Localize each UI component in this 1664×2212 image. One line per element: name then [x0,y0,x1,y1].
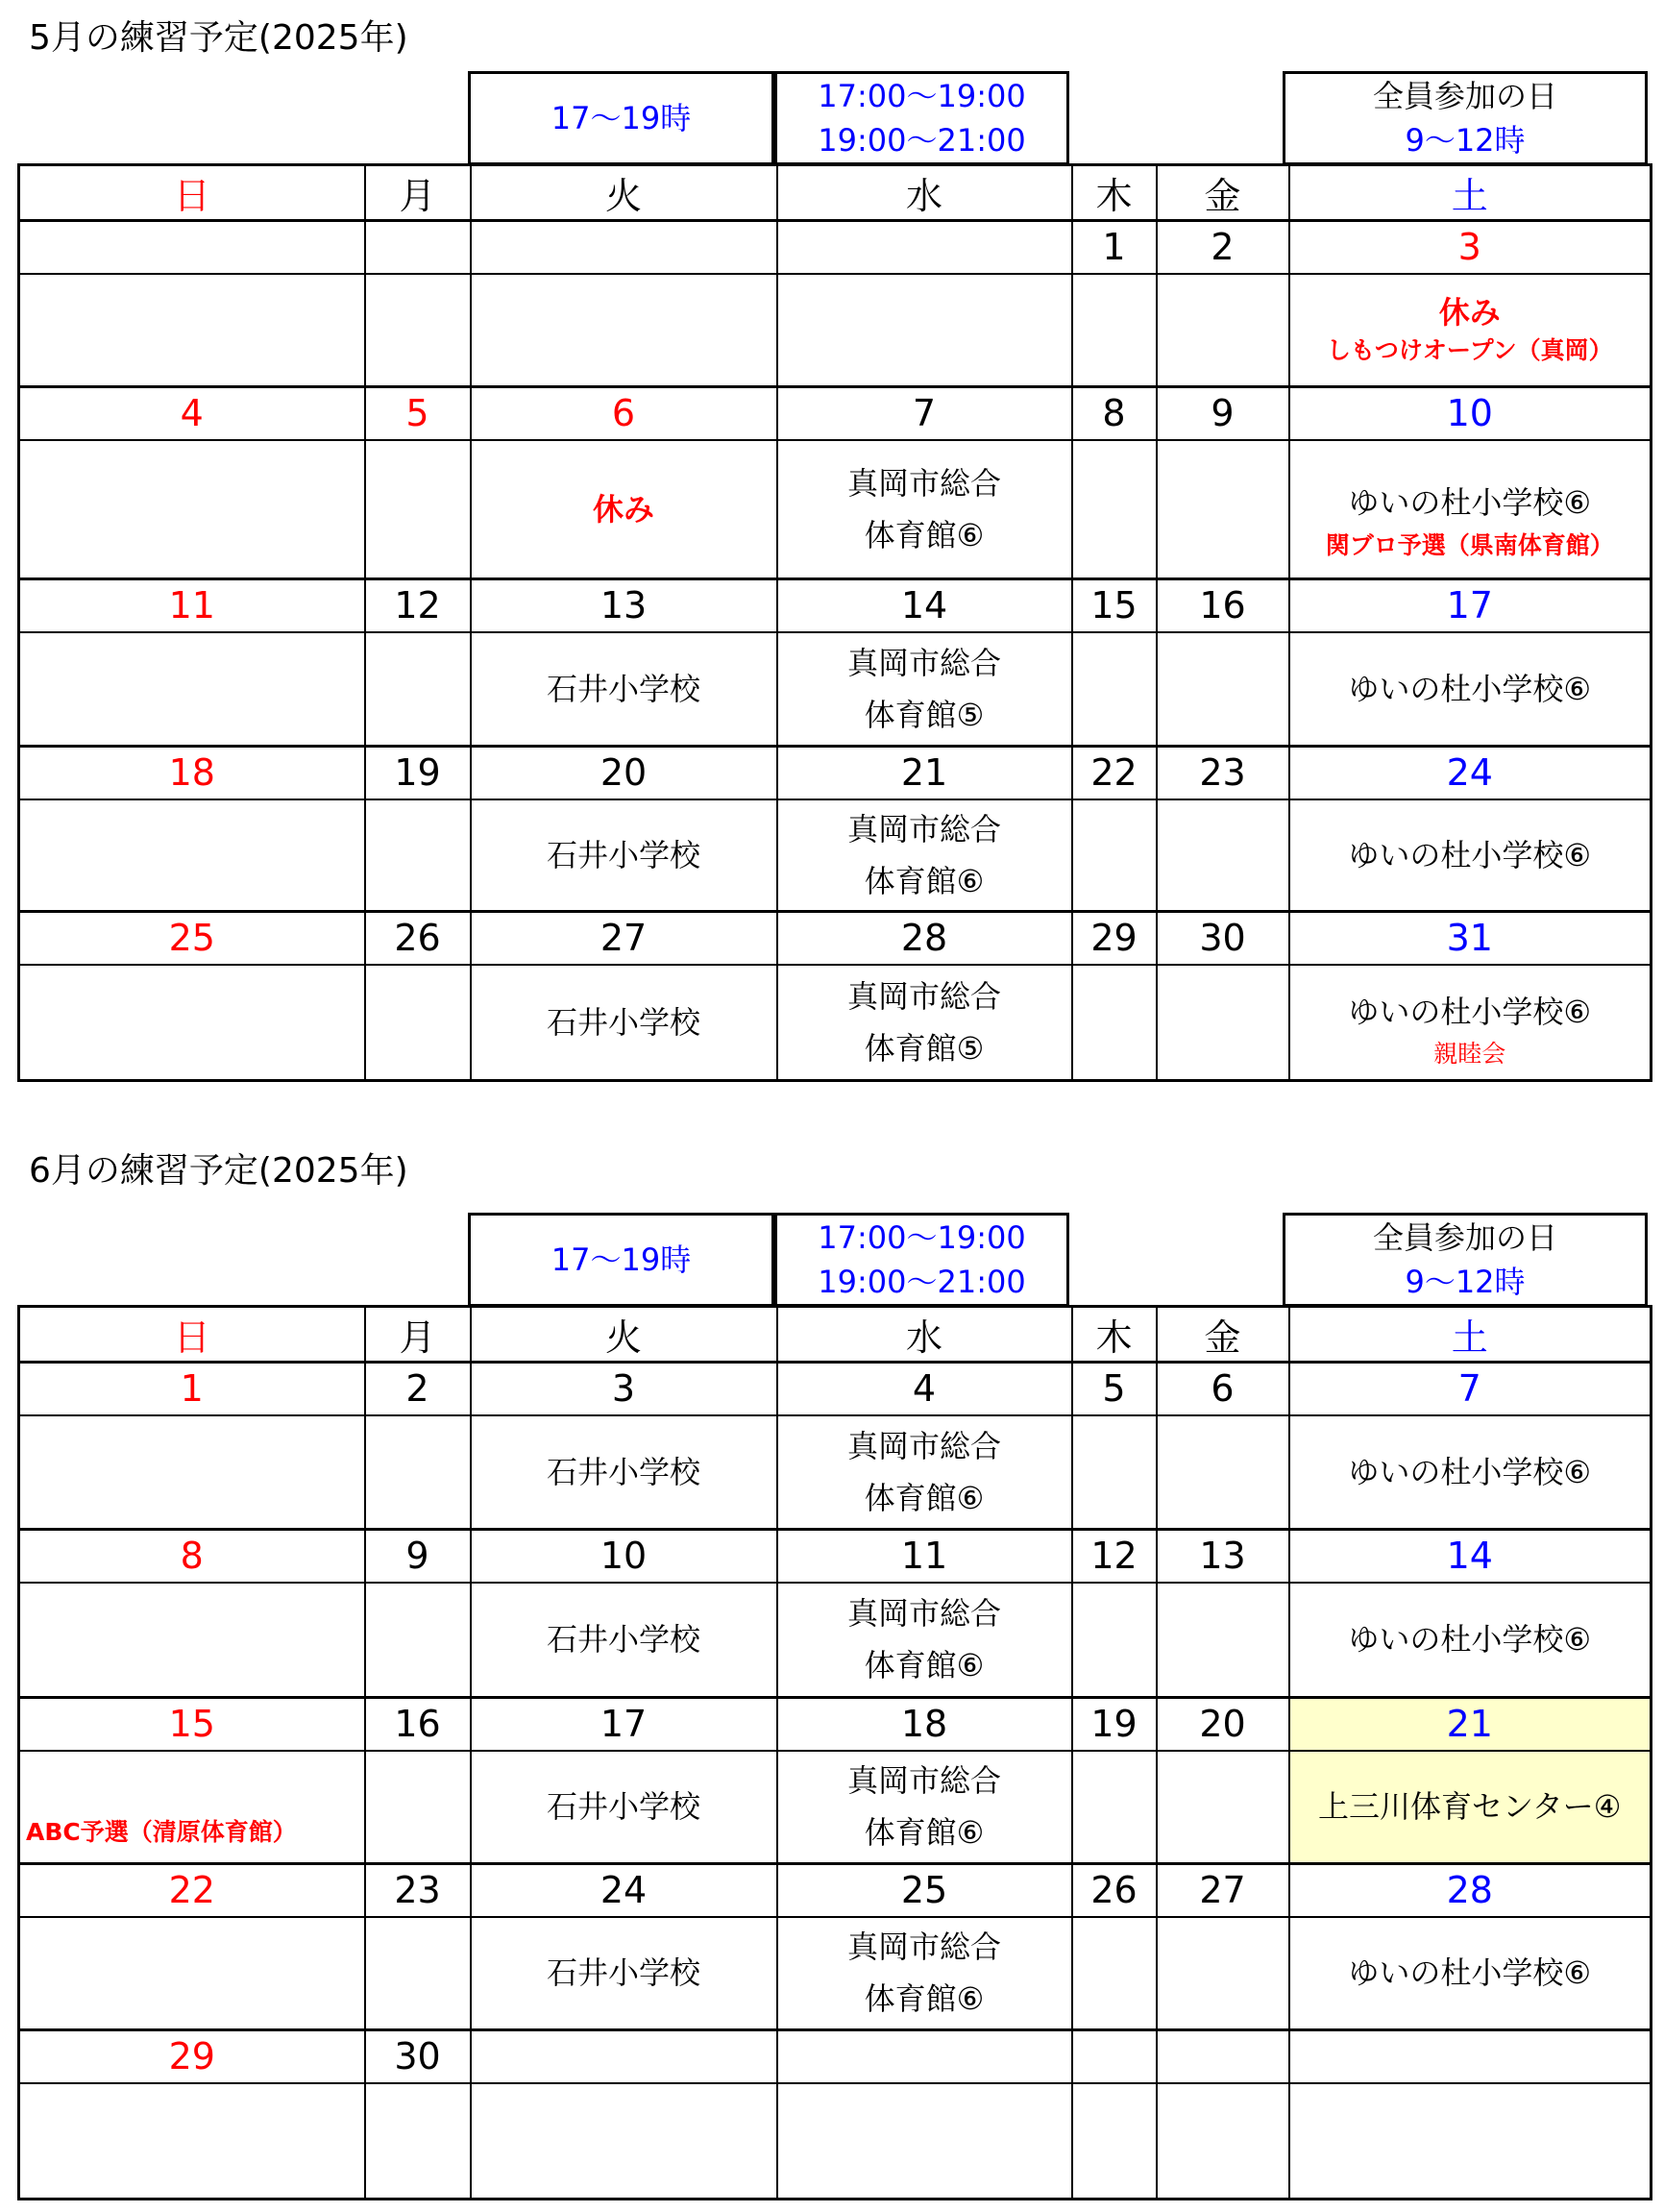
event-note: 関ブロ予選（県南体育館） [1325,530,1614,559]
day-name-mon: 月 [365,1307,471,1363]
schedule-cell [1157,1583,1289,1698]
june-sat-time: 9〜12時 [1405,1264,1526,1300]
event-note: 親睦会 [1433,1039,1506,1068]
schedule-cell: 石井小学校 [471,1751,777,1863]
may-wed-time-2: 19:00〜21:00 [818,122,1026,159]
date-cell: 12 [365,579,471,633]
june-calendar [17,1305,1652,2200]
date-cell [365,221,471,275]
may-week1-content [19,274,1652,386]
schedule-cell [19,274,365,386]
schedule-cell [365,632,471,746]
may-week4-content [19,799,1652,912]
day-name-sun: 日 [19,1307,365,1363]
date-cell: 7 [777,386,1072,440]
venue-line1: 真岡市総合 [846,810,1001,848]
venue-line1: 真岡市総合 [846,644,1001,681]
date-cell: 14 [777,579,1072,633]
venue-line2: 体育館⑥ [864,516,985,553]
venue-line1: 真岡市総合 [846,977,1001,1015]
june-wed-time-2: 19:00〜21:00 [818,1264,1026,1300]
date-cell: 26 [1072,1863,1157,1917]
schedule-cell [1072,274,1157,386]
schedule-cell [777,1751,1072,1863]
schedule-cell [1072,1583,1157,1698]
schedule-cell [1289,965,1652,1080]
date-cell: 10 [471,1529,777,1583]
date-cell: 8 [19,1529,365,1583]
date-cell: 28 [777,912,1072,966]
may-calendar [17,163,1652,1082]
june-week5-dates [19,2030,1652,2084]
schedule-cell: ゆいの杜小学校⑥ [1289,799,1652,912]
day-name-sat: 土 [1289,1307,1652,1363]
schedule-cell [19,2083,365,2199]
date-cell: 19 [365,746,471,799]
schedule-cell [365,1583,471,1698]
date-cell: 15 [19,1698,365,1752]
date-cell: 2 [1157,221,1289,275]
day-name-sat: 土 [1289,165,1652,221]
venue-line2: 体育館⑥ [864,1980,985,2018]
may-week5-content [19,965,1652,1080]
event-note: しもつけオープン（真岡） [1326,336,1613,365]
day-name-tue: 火 [471,165,777,221]
may-week4-dates [19,746,1652,799]
schedule-cell [777,440,1072,579]
schedule-cell: 石井小学校 [471,632,777,746]
date-cell: 9 [1157,386,1289,440]
date-cell: 3 [1289,221,1652,275]
schedule-cell [365,440,471,579]
schedule-cell: 石井小学校 [471,1583,777,1698]
schedule-cell [19,1583,365,1698]
may-week3-content [19,632,1652,746]
schedule-cell: 石井小学校 [471,799,777,912]
may-sat-header [1283,71,1648,165]
venue-line2: 体育館⑤ [864,1029,985,1067]
schedule-cell [1072,1751,1157,1863]
schedule-cell: 石井小学校 [471,965,777,1080]
schedule-cell [19,632,365,746]
date-cell: 24 [471,1863,777,1917]
day-name-fri: 金 [1157,1307,1289,1363]
day-name-wed: 水 [777,165,1072,221]
schedule-cell [365,799,471,912]
date-cell: 15 [1072,579,1157,633]
schedule-cell [777,1415,1072,1529]
date-cell: 23 [1157,746,1289,799]
date-cell: 31 [1289,912,1652,966]
date-cell: 5 [1072,1363,1157,1416]
may-week2-dates [19,386,1652,440]
date-cell: 25 [19,912,365,966]
schedule-cell [1072,2083,1157,2199]
schedule-cell [1072,1415,1157,1529]
june-tue-time: 17〜19時 [551,1241,692,1278]
date-cell: 4 [19,386,365,440]
venue-line2: 体育館⑥ [864,862,985,899]
venue-line1: 真岡市総合 [846,1762,1001,1800]
date-cell: 6 [471,386,777,440]
schedule-cell [1289,2083,1652,2199]
may-tue-time: 17〜19時 [551,100,692,136]
date-cell: 1 [19,1363,365,1416]
schedule-cell [19,440,365,579]
schedule-cell [1072,965,1157,1080]
date-cell: 10 [1289,386,1652,440]
date-cell: 20 [1157,1698,1289,1752]
event-note: ABC予選（清原体育館） [26,1817,297,1846]
schedule-cell [19,965,365,1080]
schedule-cell [1157,632,1289,746]
may-sat-label: 全員参加の日 [1372,78,1557,114]
date-cell: 16 [365,1698,471,1752]
schedule-cell [1157,965,1289,1080]
date-cell: 17 [471,1698,777,1752]
venue-line1: 真岡市総合 [846,1929,1001,1966]
date-cell: 17 [1289,579,1652,633]
schedule-cell [19,1917,365,2030]
schedule-cell [777,965,1072,1080]
date-cell: 16 [1157,579,1289,633]
june-week1-dates [19,1363,1652,1416]
venue-line1: 真岡市総合 [846,464,1001,502]
date-cell [777,2030,1072,2084]
may-week2-content [19,440,1652,579]
date-cell: 13 [471,579,777,633]
june-week4-dates [19,1863,1652,1917]
schedule-cell: ゆいの杜小学校⑥ [1289,1415,1652,1529]
schedule-cell [1157,799,1289,912]
schedule-cell [1157,274,1289,386]
date-cell: 20 [471,746,777,799]
schedule-cell-highlighted: 上三川体育センター④ [1289,1751,1652,1863]
date-cell: 19 [1072,1698,1157,1752]
rest-note: 休み [1438,294,1501,332]
schedule-cell [19,1415,365,1529]
date-cell: 1 [1072,221,1157,275]
date-cell: 4 [777,1363,1072,1416]
date-cell-highlighted: 21 [1289,1698,1652,1752]
schedule-cell [1157,1415,1289,1529]
schedule-cell [777,274,1072,386]
june-week4-content [19,1917,1652,2030]
day-name-thu: 木 [1072,1307,1157,1363]
date-cell: 2 [365,1363,471,1416]
schedule-cell [365,2083,471,2199]
date-cell: 11 [777,1529,1072,1583]
june-week5-content [19,2083,1652,2199]
date-cell: 23 [365,1863,471,1917]
date-cell: 6 [1157,1363,1289,1416]
may-wed-time-1: 17:00〜19:00 [818,78,1026,114]
day-name-tue: 火 [471,1307,777,1363]
schedule-cell [471,440,777,579]
date-cell: 30 [365,2030,471,2084]
june-wed-time-header [774,1213,1069,1307]
day-name-thu: 木 [1072,165,1157,221]
venue: ゆいの杜小学校⑥ [1348,483,1592,521]
date-cell: 14 [1289,1529,1652,1583]
schedule-cell [777,2083,1072,2199]
schedule-cell [19,799,365,912]
schedule-cell [1072,440,1157,579]
schedule-cell [365,1751,471,1863]
schedule-cell: ゆいの杜小学校⑥ [1289,632,1652,746]
date-cell: 7 [1289,1363,1652,1416]
june-tue-time-header [468,1213,774,1307]
date-cell [471,221,777,275]
schedule-cell [777,1917,1072,2030]
june-week1-content [19,1415,1652,1529]
date-cell [1072,2030,1157,2084]
day-name-fri: 金 [1157,165,1289,221]
date-cell: 28 [1289,1863,1652,1917]
schedule-cell [777,632,1072,746]
schedule-cell: ゆいの杜小学校⑥ [1289,1917,1652,2030]
date-cell: 12 [1072,1529,1157,1583]
june-wed-time-1: 17:00〜19:00 [818,1219,1026,1256]
june-week2-content [19,1583,1652,1698]
schedule-cell [1289,440,1652,579]
schedule-cell [365,1415,471,1529]
venue-line2: 体育館⑥ [864,1647,985,1684]
date-cell [1289,2030,1652,2084]
date-cell [19,221,365,275]
schedule-cell [1289,274,1652,386]
day-name-mon: 月 [365,165,471,221]
date-cell: 29 [19,2030,365,2084]
june-day-names-row [19,1307,1652,1363]
venue-line1: 真岡市総合 [846,1595,1001,1633]
june-sat-header [1283,1213,1648,1307]
schedule-cell [365,965,471,1080]
may-week5-dates [19,912,1652,966]
may-week1-dates [19,221,1652,275]
schedule-cell [365,1917,471,2030]
date-cell: 22 [1072,746,1157,799]
june-sat-label: 全員参加の日 [1372,1219,1557,1256]
date-cell: 27 [1157,1863,1289,1917]
schedule-cell: 石井小学校 [471,1415,777,1529]
date-cell: 8 [1072,386,1157,440]
day-name-sun: 日 [19,165,365,221]
schedule-cell [777,799,1072,912]
june-title: 6月の練習予定(2025年) [29,1151,408,1191]
schedule-cell: ゆいの杜小学校⑥ [1289,1583,1652,1698]
venue-line2: 体育館⑥ [864,1814,985,1852]
date-cell: 29 [1072,912,1157,966]
date-cell: 18 [777,1698,1072,1752]
may-day-names-row [19,165,1652,221]
may-wed-time-header [774,71,1069,165]
schedule-cell [471,274,777,386]
date-cell: 21 [777,746,1072,799]
date-cell [471,2030,777,2084]
venue-line1: 真岡市総合 [846,1427,1001,1464]
may-tue-time-header [468,71,774,165]
date-cell: 13 [1157,1529,1289,1583]
schedule-cell: 石井小学校 [471,1917,777,2030]
schedule-cell [471,2083,777,2199]
date-cell: 26 [365,912,471,966]
schedule-cell [1072,799,1157,912]
may-title: 5月の練習予定(2025年) [29,18,408,58]
date-cell: 24 [1289,746,1652,799]
date-cell: 11 [19,579,365,633]
schedule-cell [1157,2083,1289,2199]
rest-note: 休み [592,490,654,528]
day-name-wed: 水 [777,1307,1072,1363]
date-cell: 30 [1157,912,1289,966]
schedule-cell [777,1583,1072,1698]
schedule-cell [1072,632,1157,746]
date-cell: 5 [365,386,471,440]
schedule-cell [365,274,471,386]
june-week3-content [19,1751,1652,1863]
date-cell: 22 [19,1863,365,1917]
date-cell [777,221,1072,275]
schedule-cell [1072,1917,1157,2030]
date-cell: 25 [777,1863,1072,1917]
date-cell: 9 [365,1529,471,1583]
schedule-cell [19,1751,365,1863]
date-cell: 27 [471,912,777,966]
venue-line2: 体育館⑥ [864,1479,985,1516]
schedule-cell [1157,440,1289,579]
schedule-cell [1157,1751,1289,1863]
june-week2-dates [19,1529,1652,1583]
may-sat-time: 9〜12時 [1405,122,1526,159]
schedule-cell [1157,1917,1289,2030]
venue: ゆいの杜小学校⑥ [1348,993,1592,1030]
date-cell [1157,2030,1289,2084]
june-week3-dates [19,1698,1652,1752]
date-cell: 3 [471,1363,777,1416]
date-cell: 18 [19,746,365,799]
may-week3-dates [19,579,1652,633]
venue-line2: 体育館⑤ [864,696,985,733]
